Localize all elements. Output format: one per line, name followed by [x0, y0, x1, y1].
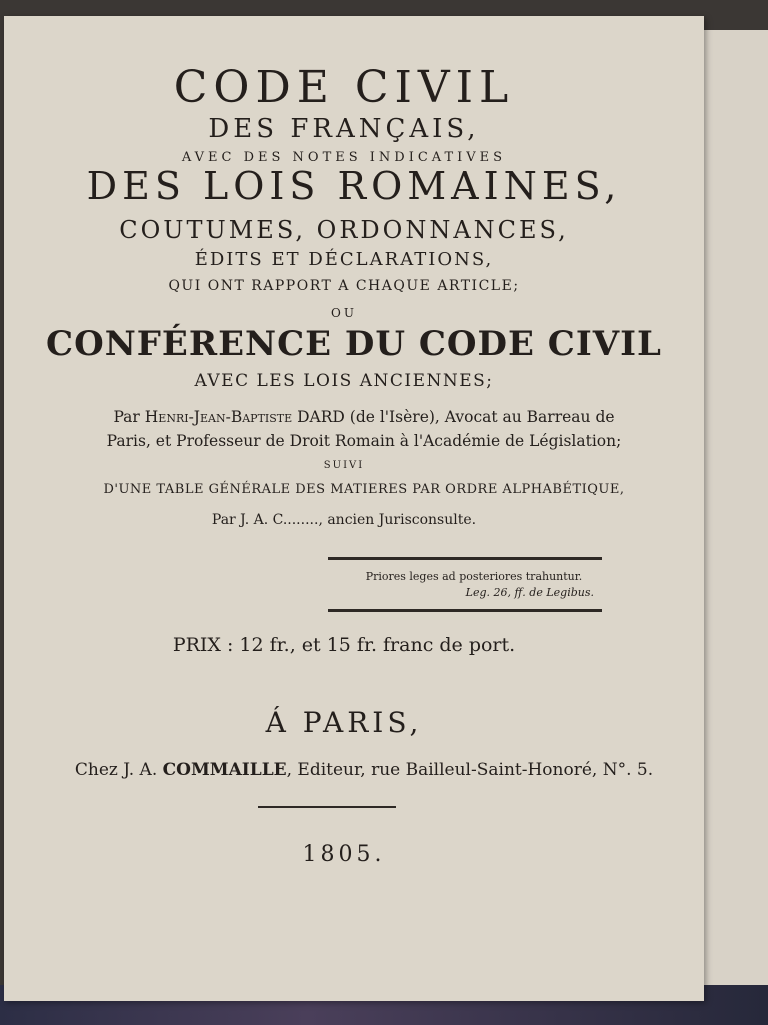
title-line-des-francais: DES FRANÇAIS, — [208, 114, 480, 144]
epigraph-bottom-rule — [328, 609, 602, 612]
title-line-rapport: QUI ONT RAPPORT A CHAQUE ARTICLE; — [168, 278, 520, 294]
price-line: PRIX : 12 fr., et 15 fr. franc de port. — [172, 634, 516, 656]
alternate-title: CONFÉRENCE DU CODE CIVIL — [46, 324, 662, 364]
imprint-publisher — [24, 760, 704, 780]
imprint-city: Á PARIS, — [265, 706, 423, 739]
author-line-1 — [24, 408, 704, 426]
title-line-notes: AVEC DES NOTES INDICATIVES — [181, 150, 507, 165]
title-line-edits: ÉDITS ET DÉCLARATIONS, — [194, 249, 494, 270]
publisher-address: , Editeur, rue Bailleul-Saint-Honoré, N°. 5. — [286, 760, 654, 780]
table-author: Par J. A. C........, ancien Jurisconsulte. — [211, 512, 477, 528]
suivi-label: SUIVI — [323, 460, 365, 471]
author-prefix: Par — [113, 408, 140, 426]
title-line-ou: OU — [331, 306, 357, 320]
author-given-names: Henri-Jean-Baptiste — [144, 408, 293, 426]
title-line-lois-romaines: DES LOIS ROMAINES, — [86, 164, 622, 208]
table-description: D'UNE TABLE GÉNÉRALE DES MATIERES PAR ORDRE ALPHABÉTIQUE, — [103, 482, 625, 497]
book-title: CODE CIVIL — [173, 62, 515, 113]
publication-year: 1805. — [302, 842, 386, 867]
imprint-rule — [258, 806, 396, 808]
publisher-name: COMMAILLE — [162, 760, 287, 780]
epigraph-reference: Leg. 26, ff. de Legibus. — [465, 586, 594, 599]
author-surname: DARD — [297, 408, 345, 426]
publisher-prefix: Chez J. A. — [74, 760, 158, 780]
alternate-subtitle: AVEC LES LOIS ANCIENNES; — [194, 371, 494, 391]
epigraph-text: Priores leges ad posteriores trahuntur. — [365, 570, 583, 583]
author-line-2: Paris, et Professeur de Droit Romain à l'Académie de Législation; — [106, 432, 622, 450]
epigraph-top-rule — [328, 557, 602, 560]
author-affiliation: (de l'Isère), Avocat au Barreau de — [349, 408, 615, 426]
title-page — [4, 16, 704, 1001]
title-line-coutumes: COUTUMES, ORDONNANCES, — [119, 216, 569, 244]
